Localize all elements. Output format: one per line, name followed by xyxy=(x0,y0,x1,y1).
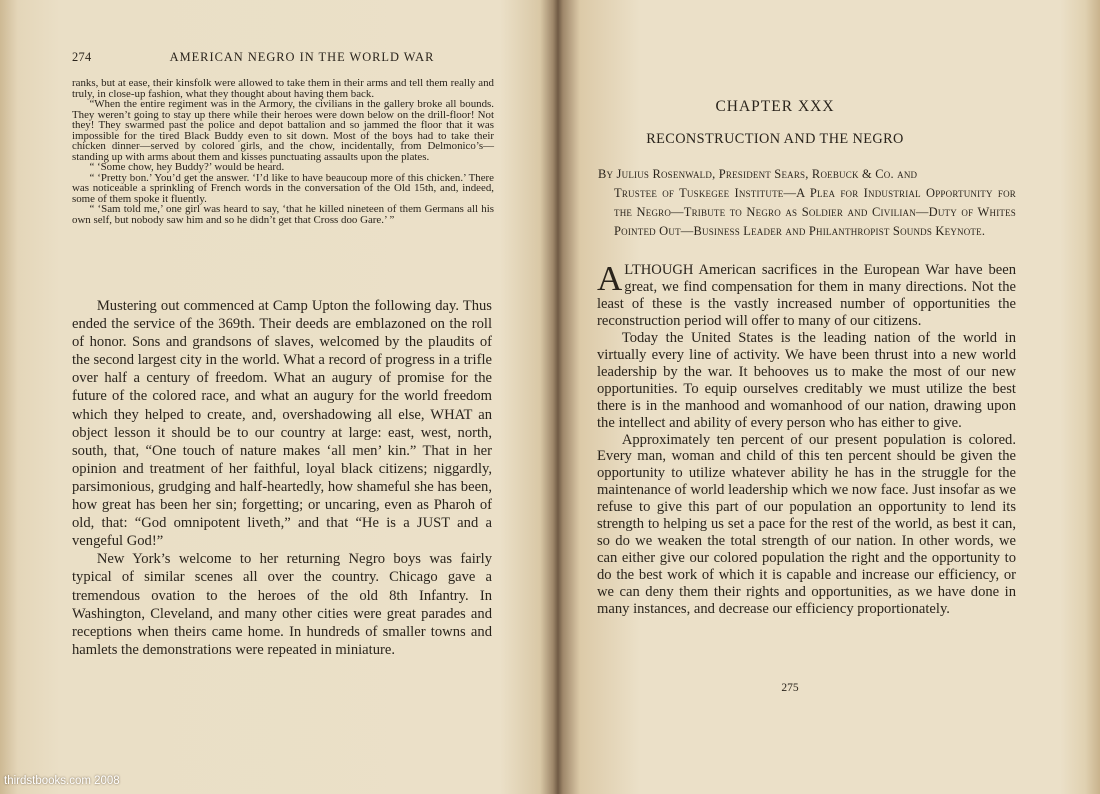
quoted-passage xyxy=(72,78,494,225)
right-body-text xyxy=(597,259,1016,618)
left-page-number: 274 xyxy=(72,50,92,64)
quote-paragraph: “ ‘Sam told me,’ one girl was heard to say, ‘that he killed nineteen of them Germans all his own self, but nobody saw him and so he didn’t get that Cross doo Gare.’ ” xyxy=(72,203,494,226)
chapter-heading: CHAPTER XXX xyxy=(715,98,835,115)
right-page-number: 275 xyxy=(781,682,799,694)
quote-paragraph: ranks, but at ease, their kinsfolk were allowed to take them in their arms and tell them really and truly, in close-up fashion, what they thought about having them back. xyxy=(72,77,494,100)
body-paragraph: Approximately ten percent of our present population is colored. Every man, woman and child of this ten percent should be given the opportunity to utilize whatever ability he has in the struggle for the maintenance of world leadership which we now face. Just insofar as we refuse to give this part of our population an opportunity to lend its strength to helping us set a pace for the rest of the world, as best it can, so do we weaken the total strength of our nation. In other words, we can either give our colored population the right and the opportunity to do the best work of which it is capable and increase our efficiency, or we can deny them their rights and opportunities, as we have done in many instances, and decrease our efficiency proportionately. xyxy=(597,431,1016,618)
chapter-subtitle: RECONSTRUCTION AND THE NEGRO xyxy=(646,131,904,147)
byline-rest: Trustee of Tuskegee Institute—A Plea for Industrial Opportunity for the Negro—Tribute to Negro as Soldier and Civilian—Duty of Whites Pointed Out—Business Leader and Philanthropist Sounds Keynote. xyxy=(614,186,1016,238)
drop-cap: A xyxy=(597,259,623,298)
lead-paragraph xyxy=(597,259,1016,330)
quote-paragraph: “ ‘Some chow, hey Buddy?’ would be heard. xyxy=(89,161,285,173)
chapter-byline xyxy=(598,165,1016,241)
quote-paragraph: “When the entire regiment was in the Armory, the civilians in the gallery broke all bounds. They weren’t going to stay up there while their heroes were down below on the drill-floor! Not they! They swarmed past the police and depot battalion and so jammed the floor that it was impossible for the tired Black Buddy even to sit down. Most of the boys had to take their chicken dinner—served by colored girls, and the chow, incidentally, from Delmonico’s—standing up with arms about them and kisses punctuating assaults upon the plates. xyxy=(72,98,494,163)
body-paragraph: Mustering out commenced at Camp Upton the following day. Thus ended the service of the 369th. Their deeds are emblazoned on the roll of honor. Sons and grandsons of slaves, welcomed by the plaudits of the second largest city in the world. What a record of progress in a trifle over half a century of freedom. What an augury of promise for the future of the colored race, and what an augury for the world freedom which they helped to create, and, overshadowing all else, WHAT an object lesson it should be to our country at large: east, west, north, south, that, “One touch of nature makes ‘all men’ kin.” That in her opinion and treatment of her faithful, loyal black citizens; niggardly, parsimonious, grudging and half-heartedly, how shameful she has been, how great has been her sin; forgetting; or uncaring, even as Pharoh of old, that: “God omnipotent liveth,” and that “He is a JUST and a vengeful God!” xyxy=(72,298,492,550)
watermark: thirdstbooks.com 2008 xyxy=(4,775,120,787)
running-title: AMERICAN NEGRO IN THE WORLD WAR xyxy=(169,50,435,64)
byline-first-line: By Julius Rosenwald, President Sears, Roebuck & Co. and xyxy=(598,167,918,181)
body-paragraph: Today the United States is the leading nation of the world in virtually every line of activity. We have been thrust into a new world leadership by the war. It behooves us to make the most of our new opportunities. To equip ourselves creditably we must utilize the best there is in the manhood and womanhood of our nation, drawing upon the intellect and ability of every person who has either to give. xyxy=(597,329,1016,431)
lead-paragraph-text: LTHOUGH American sacrifices in the European War have been great, we find compensation for them in many directions. Not the least of these is the vastly increased number of opportunities the reconstruction period will offer to many of our citizens. xyxy=(597,262,1016,329)
left-body-text xyxy=(72,297,492,659)
quote-paragraph: “ ‘Pretty bon.’ You’d get the answer. ‘I’d like to have beaucoup more of this chicken.’ There was noticeable a sprinkling of French words in the conversation of the Old 15th, and, indeed, some of them spoke it fluently. xyxy=(72,171,494,205)
body-paragraph: New York’s welcome to her returning Negro boys was fairly typical of similar scenes all over the country. Chicago gave a tremendous ovation to the heroes of the old 8th Infantry. In Washington, Cleveland, and many other cities were great parades and receptions when theirs came home. In hundreds of smaller towns and hamlets the demonstrations were repeated in miniature. xyxy=(72,551,492,658)
